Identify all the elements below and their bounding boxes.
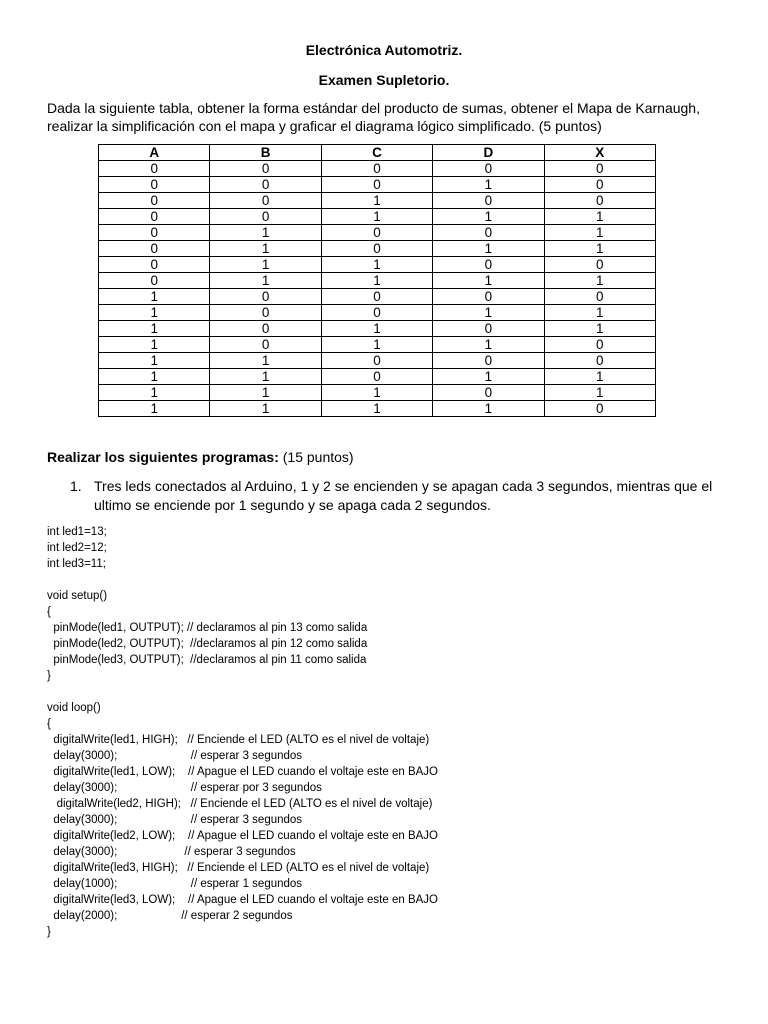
code-line: int led3=11;	[47, 558, 106, 570]
code-line: void loop()	[47, 702, 101, 714]
table-cell: 0	[544, 257, 655, 273]
column-header-a: A	[99, 145, 210, 161]
code-line: pinMode(led2, OUTPUT); //declaramos al pin 12 como salida	[47, 638, 368, 650]
table-cell: 1	[99, 321, 210, 337]
task-text: Tres leds conectados al Arduino, 1 y 2 se encienden y se apagan cada 3 segundos, mientras que el ultimo se enciende por 1 segundo y se apaga cada 2 segundos.	[94, 478, 713, 513]
table-row	[99, 209, 656, 225]
table-cell: 1	[544, 385, 655, 401]
table-cell: 1	[433, 401, 544, 417]
table-cell: 1	[99, 305, 210, 321]
table-cell: 1	[321, 257, 432, 273]
table-cell: 1	[99, 401, 210, 417]
table-cell: 0	[210, 209, 321, 225]
code-line	[47, 684, 438, 700]
table-cell: 0	[433, 321, 544, 337]
table-cell: 0	[544, 161, 655, 177]
table-cell: 1	[99, 385, 210, 401]
table-cell: 0	[321, 161, 432, 177]
table-cell: 0	[99, 257, 210, 273]
table-cell: 0	[321, 369, 432, 385]
table-cell: 1	[210, 225, 321, 241]
code-line: delay(3000); // esperar 3 segundos	[47, 814, 303, 826]
table-cell: 0	[544, 337, 655, 353]
table-row	[99, 193, 656, 209]
table-cell: 1	[433, 209, 544, 225]
table-cell: 1	[210, 385, 321, 401]
table-cell: 0	[433, 353, 544, 369]
table-cell: 0	[544, 353, 655, 369]
table-cell: 0	[210, 177, 321, 193]
table-cell: 0	[433, 225, 544, 241]
table-cell: 0	[210, 193, 321, 209]
column-header-d: D	[433, 145, 544, 161]
table-cell: 0	[321, 305, 432, 321]
table-cell: 0	[321, 289, 432, 305]
table-row	[99, 369, 656, 385]
code-line	[47, 572, 438, 588]
code-line: delay(2000); // esperar 2 segundos	[47, 910, 293, 922]
code-line: digitalWrite(led2, LOW); // Apague el LED cuando el voltaje este en BAJO	[47, 830, 438, 842]
code-line: pinMode(led3, OUTPUT); //declaramos al pin 11 como salida	[47, 654, 367, 666]
table-cell: 1	[99, 353, 210, 369]
table-cell: 1	[544, 241, 655, 257]
table-cell: 1	[321, 321, 432, 337]
table-cell: 0	[544, 177, 655, 193]
table-cell: 1	[99, 337, 210, 353]
code-line: digitalWrite(led1, HIGH); // Enciende el LED (ALTO es el nivel de voltaje)	[47, 734, 430, 746]
code-line: {	[47, 718, 51, 730]
table-cell: 1	[433, 241, 544, 257]
code-line: }	[47, 670, 51, 682]
table-row	[99, 177, 656, 193]
code-line: digitalWrite(led1, LOW); // Apague el LED cuando el voltaje este en BAJO	[47, 766, 438, 778]
table-cell: 0	[433, 193, 544, 209]
table-cell: 1	[544, 209, 655, 225]
code-listing	[47, 524, 438, 940]
table-row	[99, 273, 656, 289]
table-cell: 1	[544, 225, 655, 241]
table-row	[99, 241, 656, 257]
code-line: delay(3000); // esperar 3 segundos	[47, 750, 303, 762]
column-header-b: B	[210, 145, 321, 161]
table-cell: 1	[210, 401, 321, 417]
table-cell: 0	[433, 289, 544, 305]
code-line: delay(3000); // esperar 3 segundos	[47, 846, 296, 858]
table-cell: 0	[99, 193, 210, 209]
table-cell: 0	[321, 177, 432, 193]
table-cell: 0	[99, 209, 210, 225]
table-cell: 1	[99, 369, 210, 385]
table-row	[99, 353, 656, 369]
table-cell: 1	[321, 193, 432, 209]
table-cell: 0	[544, 193, 655, 209]
table-row	[99, 305, 656, 321]
truth-table	[98, 144, 656, 417]
table-cell: 1	[99, 289, 210, 305]
table-cell: 0	[210, 161, 321, 177]
table-cell: 0	[99, 225, 210, 241]
code-line: delay(3000); // esperar por 3 segundos	[47, 782, 322, 794]
table-cell: 1	[210, 241, 321, 257]
table-row	[99, 321, 656, 337]
table-cell: 0	[210, 321, 321, 337]
programs-heading	[47, 448, 354, 466]
table-cell: 0	[99, 177, 210, 193]
table-row	[99, 337, 656, 353]
table-cell: 1	[433, 337, 544, 353]
table-cell: 0	[210, 289, 321, 305]
table-cell: 1	[544, 321, 655, 337]
table-cell: 0	[433, 385, 544, 401]
code-line: {	[47, 606, 51, 618]
code-line: delay(1000); // esperar 1 segundos	[47, 878, 303, 890]
table-row	[99, 161, 656, 177]
table-row	[99, 225, 656, 241]
table-cell: 1	[210, 353, 321, 369]
table-cell: 1	[210, 273, 321, 289]
programs-heading-points: (15 puntos)	[278, 449, 354, 465]
table-cell: 1	[544, 273, 655, 289]
code-line: int led1=13;	[47, 526, 107, 538]
table-cell: 0	[99, 241, 210, 257]
table-cell: 0	[433, 161, 544, 177]
table-cell: 1	[433, 305, 544, 321]
table-cell: 1	[433, 273, 544, 289]
table-cell: 1	[544, 369, 655, 385]
table-cell: 0	[321, 353, 432, 369]
table-cell: 0	[544, 289, 655, 305]
table-row	[99, 289, 656, 305]
code-line: void setup()	[47, 590, 108, 602]
code-line: }	[47, 926, 51, 938]
table-cell: 1	[433, 369, 544, 385]
table-cell: 0	[99, 161, 210, 177]
table-cell: 1	[321, 401, 432, 417]
code-line: pinMode(led1, OUTPUT); // declaramos al pin 13 como salida	[47, 622, 368, 634]
document-subtitle: Examen Supletorio.	[318, 72, 450, 88]
programs-heading-bold: Realizar los siguientes programas:	[47, 449, 279, 465]
task-item-1	[70, 477, 730, 515]
table-cell: 1	[433, 177, 544, 193]
table-cell: 0	[321, 241, 432, 257]
column-header-x: X	[544, 145, 655, 161]
table-cell: 0	[210, 305, 321, 321]
truth-table-body	[99, 161, 656, 417]
table-cell: 1	[321, 337, 432, 353]
code-line: digitalWrite(led3, LOW); // Apague el LED cuando el voltaje este en BAJO	[47, 894, 438, 906]
table-cell: 0	[321, 225, 432, 241]
table-cell: 1	[210, 369, 321, 385]
code-line: digitalWrite(led3, HIGH); // Enciende el LED (ALTO es el nivel de voltaje)	[47, 862, 430, 874]
table-row	[99, 257, 656, 273]
table-cell: 0	[210, 337, 321, 353]
table-cell: 1	[321, 273, 432, 289]
table-row	[99, 385, 656, 401]
intro-paragraph: Dada la siguiente tabla, obtener la forma estándar del producto de sumas, obtener el Mapa de Karnaugh, realizar la simplificación con el mapa y graficar el diagrama lógico simplificado. (5 puntos)	[47, 100, 700, 134]
table-cell: 1	[544, 305, 655, 321]
task-number: 1.	[70, 478, 82, 494]
table-cell: 0	[544, 401, 655, 417]
table-cell: 0	[99, 273, 210, 289]
document-title: Electrónica Automotriz.	[305, 42, 463, 58]
table-cell: 1	[321, 209, 432, 225]
code-line: int led2=12;	[47, 542, 107, 554]
table-cell: 0	[433, 257, 544, 273]
table-cell: 1	[210, 257, 321, 273]
table-cell: 1	[321, 385, 432, 401]
table-row	[99, 401, 656, 417]
column-header-c: C	[321, 145, 432, 161]
code-line: digitalWrite(led2, HIGH); // Enciende el LED (ALTO es el nivel de voltaje)	[47, 798, 433, 810]
truth-table-header-row	[99, 145, 656, 161]
